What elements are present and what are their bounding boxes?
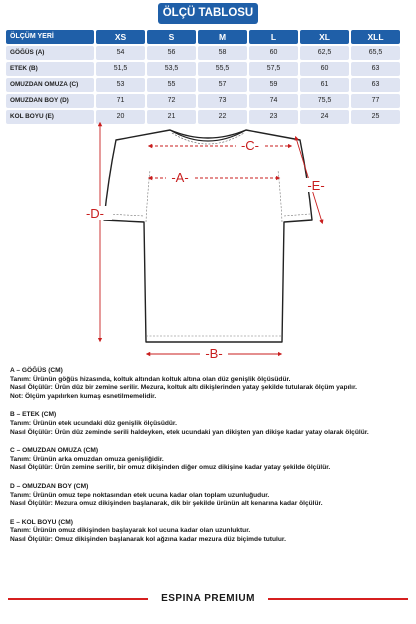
- table-cell: 72: [147, 94, 196, 108]
- measurement-descriptions: [10, 367, 410, 555]
- table-cell: 58: [198, 46, 247, 60]
- desc-heading: B – ETEK (CM): [10, 411, 57, 419]
- desc-block-b: [10, 411, 410, 437]
- desc-heading: C – OMUZDAN OMUZA (CM): [10, 447, 99, 455]
- desc-line: Nasıl Ölçülür: Omuz dikişinden başlanarak kol ağzına kadar mezura düz biçimde tutulur.: [10, 535, 286, 543]
- desc-heading: A – GÖĞÜS (CM): [10, 367, 63, 374]
- label-d: -D-: [85, 206, 105, 221]
- desc-heading: E – KOL BOYU (CM): [10, 518, 73, 526]
- row-label: ETEK (B): [6, 62, 94, 76]
- table-row: [6, 46, 410, 60]
- table-header-row: [6, 30, 410, 44]
- table-cell: 54: [96, 46, 145, 60]
- table-cell: 73: [198, 94, 247, 108]
- table-cell: 56: [147, 46, 196, 60]
- row-label: GÖĞÜS (A): [6, 46, 94, 60]
- header-size: S: [147, 30, 196, 44]
- table-cell: 25: [351, 110, 400, 124]
- table-cell: 59: [249, 78, 298, 92]
- desc-line: Nasıl Ölçülür: Ürün zemine serilir, bir omuz dikişinden diğer omuz dikişine kadar yatay şekilde ölçülür.: [10, 464, 331, 472]
- table-cell: 77: [351, 94, 400, 108]
- title-bar: [0, 0, 416, 28]
- header-size: M: [198, 30, 247, 44]
- table-cell: 63: [351, 78, 400, 92]
- table-cell: 57: [198, 78, 247, 92]
- label-a: -A-: [171, 170, 189, 185]
- desc-block-a: [10, 367, 410, 401]
- table-cell: 61: [300, 78, 349, 92]
- tshirt-outline: [104, 130, 312, 342]
- footer: [0, 588, 416, 610]
- table-row: [6, 62, 410, 76]
- page-title: ÖLÇÜ TABLOSU: [158, 3, 258, 24]
- table-cell: 24: [300, 110, 349, 124]
- label-b: -B-: [205, 346, 223, 360]
- table-cell: 53: [96, 78, 145, 92]
- brand-name: ESPINA PREMIUM: [148, 591, 268, 607]
- table-cell: 55: [147, 78, 196, 92]
- table-cell: 71: [96, 94, 145, 108]
- table-cell: 55,5: [198, 62, 247, 76]
- desc-line: Tanım: Ürünün arka omuzdan omuza genişliğidir.: [10, 455, 164, 463]
- header-size: XL: [300, 30, 349, 44]
- row-label: OMUZDAN OMUZA (C): [6, 78, 94, 92]
- table-row: [6, 94, 410, 108]
- table-cell: 62,5: [300, 46, 349, 60]
- header-size: L: [249, 30, 298, 44]
- table-cell: 20: [96, 110, 145, 124]
- desc-block-c: [10, 447, 410, 473]
- table-cell: 60: [300, 62, 349, 76]
- desc-line: Tanım: Ürünün etek ucundaki düz genişlik ölçüsüdür.: [10, 419, 177, 427]
- table-row: [6, 78, 410, 92]
- desc-line: Nasıl Ölçülür: Ürün düz bir zemine serilir. Mezura, koltuk altı dikişlerinden yatay şekilde tutularak ölçüm yapılır.: [10, 384, 358, 392]
- header-size: XS: [96, 30, 145, 44]
- table-cell: 57,5: [249, 62, 298, 76]
- table-cell: 22: [198, 110, 247, 124]
- table-cell: 53,5: [147, 62, 196, 76]
- table-cell: 63: [351, 62, 400, 76]
- desc-line: Tanım: Ürünün omuz tepe noktasından etek ucuna kadar olan toplam uzunluğudur.: [10, 491, 270, 499]
- header-label: ÖLÇÜM YERİ: [6, 30, 94, 44]
- table-cell: 75,5: [300, 94, 349, 108]
- desc-heading: D – OMUZDAN BOY (CM): [10, 482, 89, 490]
- table-cell: 23: [249, 110, 298, 124]
- table-cell: 51,5: [96, 62, 145, 76]
- desc-line: Tanım: Ürünün göğüs hizasında, koltuk altından koltuk altına olan düz genişlik ölçüsüdür.: [10, 375, 291, 383]
- table-cell: 74: [249, 94, 298, 108]
- desc-block-d: [10, 483, 410, 509]
- desc-line: Not: Ölçüm yapılırken kumaş esnetilmemelidir.: [10, 392, 157, 400]
- desc-line: Tanım: Ürünün omuz dikişinden başlayarak kol ucuna kadar olan uzunluktur.: [10, 527, 251, 535]
- desc-line: Nasıl Ölçülür: Ürün düz zeminde serili haldeyken, etek ucundaki yan dikişten yan dikişe kadar yatay olarak ölçülür.: [10, 428, 369, 436]
- table-cell: 21: [147, 110, 196, 124]
- row-label: KOL BOYU (E): [6, 110, 94, 124]
- label-c: -C-: [240, 138, 260, 153]
- tshirt-measurement-diagram: [0, 110, 416, 360]
- header-size: XLL: [351, 30, 400, 44]
- desc-line: Nasıl Ölçülür: Mezura omuz dikişinden başlanarak, dik bir şekilde ürünün alt kenarına kadar ölçülür.: [10, 500, 323, 508]
- table-cell: 60: [249, 46, 298, 60]
- label-e: -E-: [307, 178, 325, 193]
- desc-block-e: [10, 519, 410, 545]
- table-cell: 65,5: [351, 46, 400, 60]
- row-label: OMUZDAN BOY (D): [6, 94, 94, 108]
